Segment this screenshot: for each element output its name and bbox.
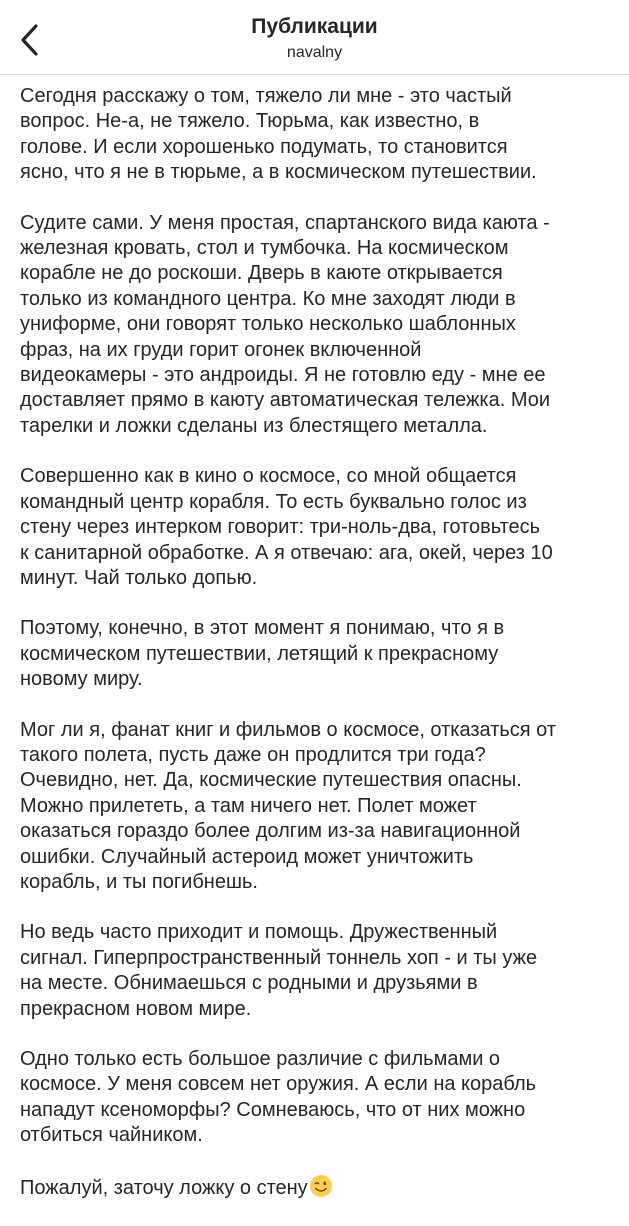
header-title-group — [0, 14, 629, 64]
username-subtitle[interactable]: navalny — [286, 44, 343, 61]
page-title: Публикации — [251, 15, 378, 38]
top-navigation-bar — [0, 0, 629, 75]
caption-paragraph-8 — [20, 1174, 616, 1201]
caption-paragraph-7: Одно только есть большое различие с фильмами о космосе. У меня совсем нет оружия. А если на корабль нападут ксеноморфы? Сомневаюсь, что от них можно отбиться чайником. — [20, 1048, 537, 1147]
caption-paragraph-2: Судите сами. У меня простая, спартанского вида каюта - железная кровать, стол и тумбочка. На космическом корабле не до роскоши. Дверь в каюте открывается только из командного центра. Ко мне заходят люди в униформе, они говорят только несколько шаблонных фраз, на их груди горит огонек включенной видеокамеры - это андроиды. Я не готовлю еду - мне ее доставляет прямо в каюту автоматическая тележка. Мои тарелки и ложки сделаны из блестящего металла. — [20, 211, 550, 437]
caption-paragraph-6: Но ведь часто приходит и помощь. Дружественный сигнал. Гиперпространственный тоннель хоп - и ты уже на месте. Обнимаешься с родными и друзьями в прекрасном новом мире. — [20, 921, 538, 1020]
winking-face-emoji-icon — [309, 1174, 333, 1198]
post-caption — [20, 84, 616, 1226]
caption-paragraph-1: Сегодня расскажу о том, тяжело ли мне - это частый вопрос. Не-а, не тяжело. Тюрьма, как известно, в голове. И если хорошенько подумать, то становится ясно, что я не в тюрьме, а в космическом путешествии. — [20, 85, 537, 184]
caption-paragraph-5: Мог ли я, фанат книг и фильмов о космосе, отказаться от такого полета, пусть даже он продлится три года? Очевидно, нет. Да, космические путешествия опасны. Можно прилететь, а там ничего нет. Полет может оказаться гораздо более долгим из-за навигационной ошибки. Случайный астероид может уничтожить корабль, и ты погибнешь. — [20, 718, 557, 893]
caption-paragraph-4: Поэтому, конечно, в этот момент я понимаю, что я в космическом путешествии, летящий к прекрасному новому миру. — [20, 617, 505, 691]
caption-last-line: Пожалуй, заточу ложку о стену — [20, 1176, 308, 1199]
caption-paragraph-3: Совершенно как в кино о космосе, со мной общается командный центр корабля. То есть буквально голос из стену через интерком говорит: три-ноль-два, готовьтесь к санитарной обработке. А я отвечаю: ага, окей, через 10 минут. Чай только допью. — [20, 465, 553, 589]
